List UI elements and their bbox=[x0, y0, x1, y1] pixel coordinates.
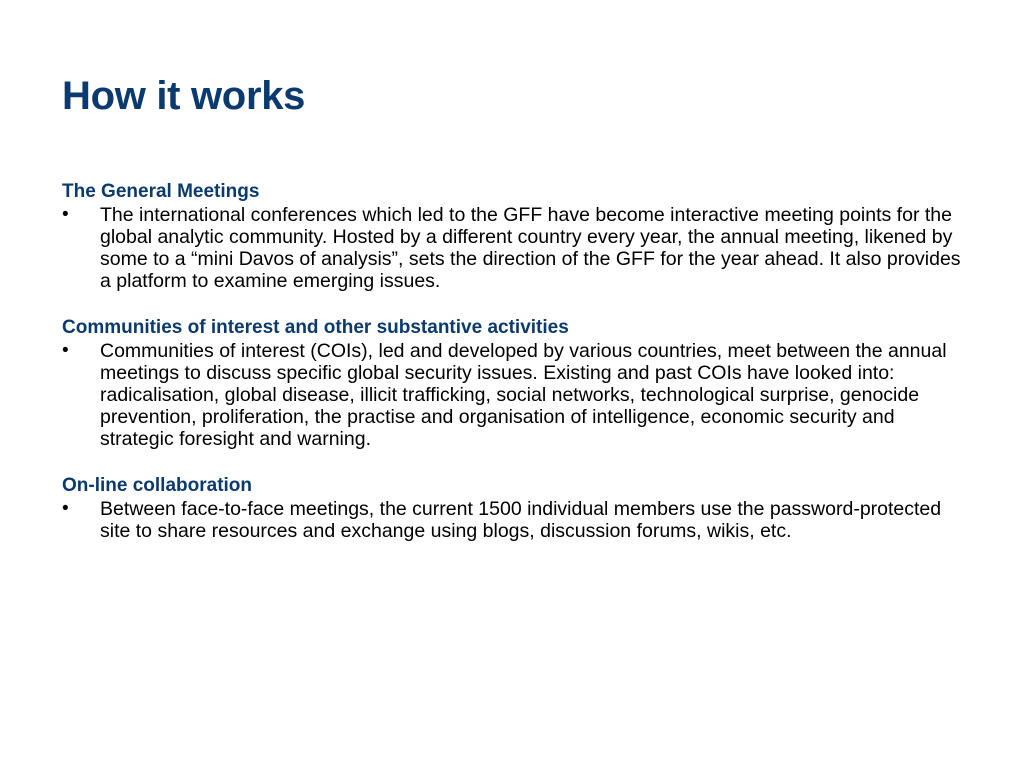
bullet-item bbox=[62, 204, 972, 292]
bullet-item bbox=[62, 498, 972, 542]
section-heading: On-line collaboration bbox=[62, 475, 253, 496]
section-heading: Communities of interest and other substantive activities bbox=[62, 317, 569, 338]
section-heading: The General Meetings bbox=[62, 181, 260, 202]
slide-title: How it works bbox=[62, 74, 306, 118]
section-communities-of-interest bbox=[62, 316, 972, 450]
section-online-collaboration bbox=[62, 474, 972, 542]
bullet-text: Between face-to-face meetings, the current 1500 individual members use the password-protected site to share resources and exchange using blogs, discussion forums, wikis, etc. bbox=[100, 498, 942, 542]
bullet-text: Communities of interest (COIs), led and developed by various countries, meet between the annual meetings to discuss specific global security issues. Existing and past COIs have looked into: radicalisation, global disease, illicit trafficking, social networks, technological surprise, genocide prevention, proliferation, the practise and organisation of intelligence, economic security and strategic foresight and warning. bbox=[100, 340, 947, 450]
bullet-icon: • bbox=[62, 204, 69, 225]
slide-content bbox=[62, 180, 972, 566]
bullet-icon: • bbox=[62, 340, 69, 361]
section-general-meetings bbox=[62, 180, 972, 292]
bullet-item bbox=[62, 340, 972, 450]
bullet-text: The international conferences which led to the GFF have become interactive meeting points for the global analytic community. Hosted by a different country every year, the annual meeting, likened by some to a “mini Davos of analysis”, sets the direction of the GFF for the year ahead. It also provides a platform to examine emerging issues. bbox=[100, 204, 961, 292]
bullet-icon: • bbox=[62, 498, 69, 519]
